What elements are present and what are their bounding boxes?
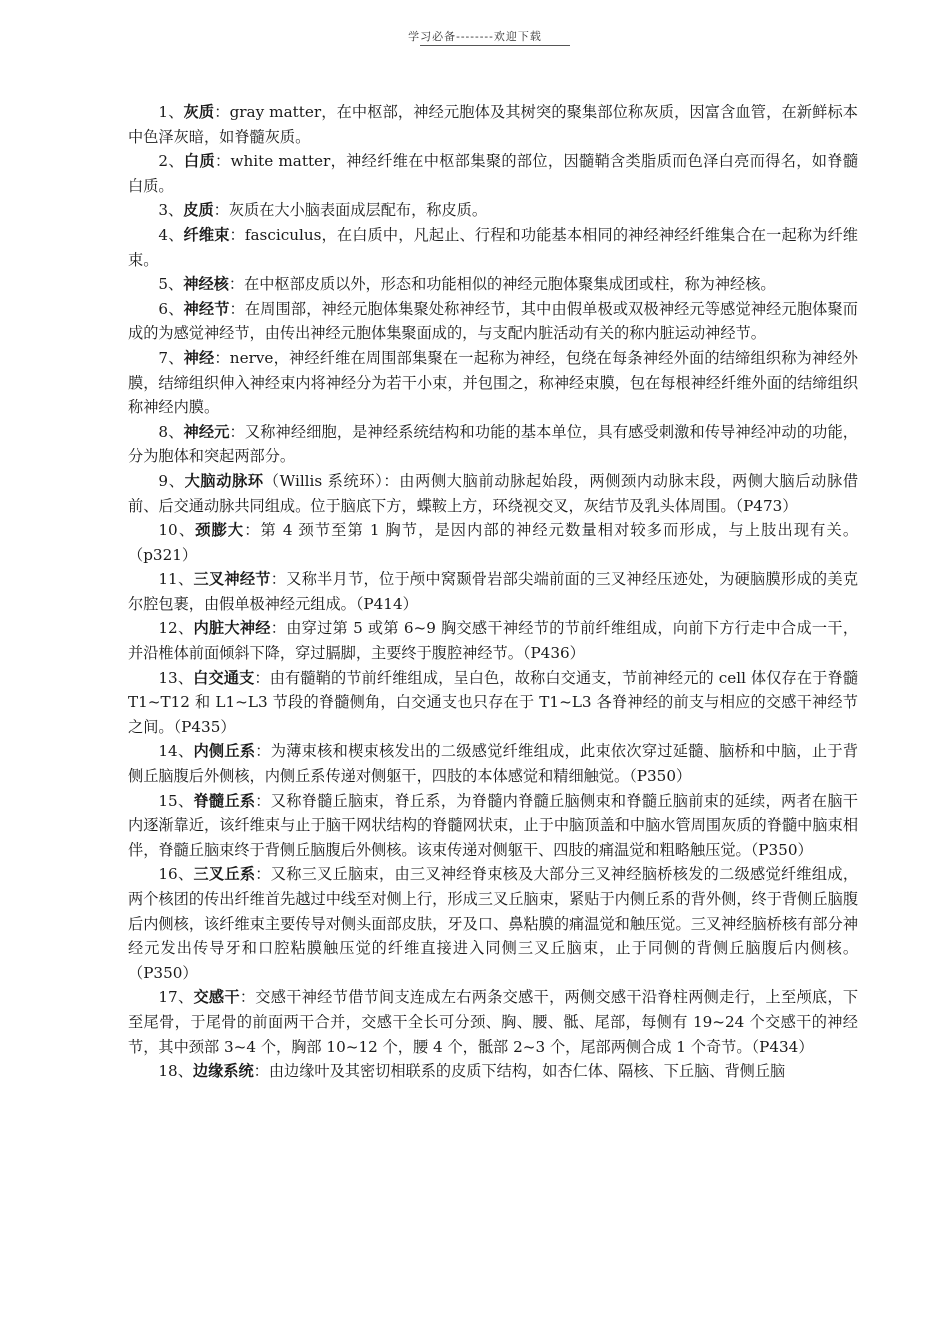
entry	[128, 346, 858, 420]
entry-term: 纤维束	[183, 225, 230, 244]
entry-text: ：又称半月节，位于颅中窝颞骨岩部尖端前面的三叉神经压迹处，为硬脑膜形成的美克尔腔包裹，由假单极神经元组成。（P414）	[128, 570, 859, 613]
entry-term: 神经节	[183, 299, 230, 318]
entry-number: 9、	[158, 471, 185, 490]
entry-number: 10、	[158, 521, 196, 540]
entry-term: 内脏大神经	[193, 619, 271, 638]
entry-term: 内侧丘系	[193, 742, 256, 761]
page-header	[0, 28, 950, 44]
header-rule	[420, 45, 570, 46]
header-text: 学习必备--------欢迎下载	[408, 30, 542, 43]
entry-term: 脊髓丘系	[193, 791, 256, 810]
entry-number: 5、	[158, 275, 184, 294]
entry-text: ：fasciculus，在白质中，凡起止、行程和功能基本相同的神经神经纤维集合在一起称为纤维束。	[128, 225, 858, 269]
entry-term: 神经元	[183, 422, 230, 441]
entry-text: ：由穿过第 5 或第 6~9 胸交感干神经节的节前纤维组成，向前下方行走中合成一干，并沿椎体前面倾斜下降，穿过膈脚，主要终于腹腔神经节。（P436）	[128, 619, 859, 663]
entry	[128, 789, 858, 863]
entry	[128, 567, 858, 616]
entry-number: 6、	[158, 299, 184, 318]
entry-term: 三叉神经节	[193, 570, 271, 589]
entry	[128, 223, 858, 272]
entry	[128, 297, 858, 346]
entry-term: 边缘系统	[192, 1062, 254, 1081]
entry-number: 3、	[158, 201, 184, 220]
entry-term: 皮质	[183, 201, 214, 220]
entry-text: ：由有髓鞘的节前纤维组成，呈白色，故称白交通支，节前神经元的 cell 体仅存在于脊髓 T1~T12 和 L1~L3 节段的脊髓侧角，白交通支也只存在于 T1~L3 各脊神经的前支与相应的交感干神经节之间。（P435）	[128, 668, 859, 736]
entry-text: ：又称神经细胞，是神经系统结构和功能的基本单位，具有感受刺激和传导神经冲动的功能，分为胞体和突起两部分。	[128, 422, 858, 466]
entry-term: 白质	[183, 152, 215, 171]
entry-text: ：由边缘叶及其密切相联系的皮质下结构，如杏仁体、隔核、下丘脑、背侧丘脑	[253, 1062, 786, 1081]
entry-number: 18、	[158, 1062, 193, 1081]
entry	[128, 862, 858, 985]
entry	[128, 616, 858, 665]
entry	[128, 272, 858, 297]
entry-number: 14、	[158, 742, 194, 761]
entry-number: 7、	[158, 348, 184, 367]
entry-number: 13、	[158, 668, 194, 687]
entry-term: 交感干	[193, 988, 240, 1007]
entry	[128, 1059, 858, 1084]
entry-text: ：又称三叉丘脑束，由三叉神经脊束核及大部分三叉神经脑桥核发的二级感觉纤维组成，两个核团的传出纤维首先越过中线至对侧上行，形成三叉丘脑束，紧贴于内侧丘系的背外侧，终于背侧丘脑腹后内侧核，该纤维束主要传导对侧头面部皮肤，牙及口、鼻粘膜的痛温觉和触压觉。三叉神经脑桥核有部分神经元发出传导牙和口腔粘膜触压觉的纤维直接进入同侧三叉丘脑束，止于同侧的背侧丘脑腹后内侧核。（P350）	[128, 865, 858, 982]
entry-number: 4、	[158, 225, 184, 244]
entry-term: 白交通支	[193, 668, 255, 687]
entry	[128, 666, 858, 740]
entry-text: ：gray matter，在中枢部，神经元胞体及其树突的聚集部位称灰质，因富含血管，在新鲜标本中色泽灰暗，如脊髓灰质。	[128, 103, 858, 146]
entry	[128, 420, 858, 469]
document-body	[128, 100, 858, 1084]
entry-text: ：为薄束核和楔束核发出的二级感觉纤维组成，此束依次穿过延髓、脑桥和中脑，止于背侧丘脑腹后外侧核，内侧丘系传递对侧躯干，四肢的本体感觉和精细触觉。（P350）	[128, 742, 858, 786]
entry-text: （Willis 系统环）：由两侧大脑前动脉起始段，两侧颈内动脉末段，两侧大脑后动脉借前、后交通动脉共同组成。位于脑底下方，蝶鞍上方，环绕视交叉，灰结节及乳头体周围。（P473）	[128, 471, 859, 515]
entry-number: 11、	[158, 570, 194, 589]
entry	[128, 985, 858, 1059]
entry-number: 15、	[158, 791, 194, 810]
entry-text: ：交感干神经节借节间支连成左右两条交感干，两侧交感干沿脊柱两侧走行，上至颅底，下至尾骨，于尾骨的前面两干合并，交感干全长可分颈、胸、腰、骶、尾部，每侧有 19~24 个交感干的神经节，其中颈部 3~4 个，胸部 10~12 个，腰 4 个，骶部 2~3 个，尾部两侧合成 1 个奇节。（P434）	[128, 988, 859, 1056]
entry-text: ：灰质在大小脑表面成层配布，称皮质。	[213, 201, 487, 220]
entry	[128, 100, 858, 149]
entry-number: 8、	[158, 422, 184, 441]
entry-term: 大脑动脉环	[184, 471, 264, 490]
entry-term: 三叉丘系	[193, 865, 256, 884]
entry-number: 12、	[158, 619, 194, 638]
entry	[128, 469, 858, 518]
entry-number: 17、	[158, 988, 194, 1007]
entry-text: ：第 4 颈节至第 1 胸节，是因内部的神经元数量相对较多而形成，与上肢出现有关。（p321）	[128, 521, 859, 564]
entry-text: ：nerve，神经纤维在周围部集聚在一起称为神经，包绕在每条神经外面的结缔组织称为神经外膜，结缔组织伸入神经束内将神经分为若干小束，并包围之，称神经束膜，包在每根神经纤维外面的结缔组织称神经内膜。	[128, 348, 858, 417]
entry-text: ：在周围部，神经元胞体集聚处称神经节，其中由假单极或双极神经元等感觉神经元胞体聚而成的为感觉神经节，由传出神经元胞体集聚面成的，与支配内脏活动有关的称内脏运动神经节。	[128, 299, 858, 343]
entry-term: 神经	[183, 348, 215, 367]
entry-term: 灰质	[183, 103, 215, 121]
entry-text: ：white matter，神经纤维在中枢部集聚的部位，因髓鞘含类脂质而色泽白亮而得名，如脊髓白质。	[128, 152, 859, 195]
entry-number: 2、	[158, 152, 184, 171]
entry	[128, 518, 858, 567]
entry	[128, 149, 858, 198]
entry	[128, 739, 858, 788]
entry	[128, 198, 858, 223]
entry-text: ：又称脊髓丘脑束，脊丘系，为脊髓内脊髓丘脑侧束和脊髓丘脑前束的延续，两者在脑干内逐渐靠近，该纤维束与止于脑干网状结构的脊髓网状束，止于中脑顶盖和中脑水管周围灰质的脊髓中脑束相伴，脊髓丘脑束终于背侧丘脑腹后外侧核。该束传递对侧躯干、四肢的痛温觉和粗略触压觉。（P350）	[128, 791, 858, 859]
entry-term: 神经核	[183, 275, 229, 294]
entry-number: 1、	[158, 103, 184, 121]
entry-text: ：在中枢部皮质以外，形态和功能相似的神经元胞体聚集成团或柱，称为神经核。	[228, 275, 776, 294]
entry-number: 16、	[158, 865, 194, 884]
entry-term: 颈膨大	[195, 521, 245, 540]
